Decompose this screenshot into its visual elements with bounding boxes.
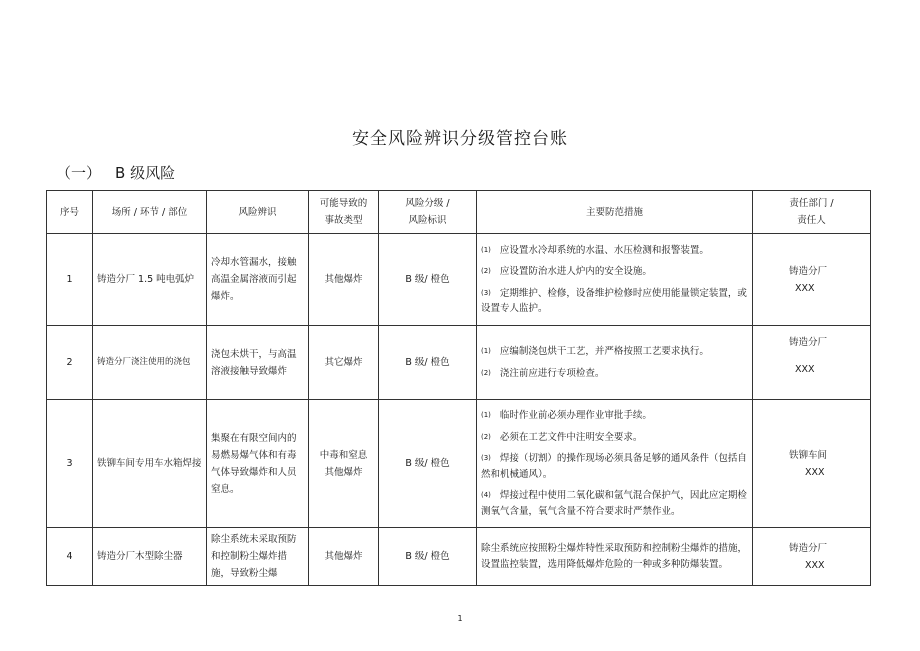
header-accident-line1: 可能导致的 xyxy=(319,198,368,209)
risk-ledger-table xyxy=(46,190,871,586)
row-accident-line2: 其他爆炸 xyxy=(324,466,363,478)
measure-item: (1) 应设置水冷却系统的水温、水压检测和报警装置。 xyxy=(481,244,709,256)
header-responsible xyxy=(753,191,871,234)
measure-item: (2) 应设置防治水进人炉内的安全设施。 xyxy=(481,266,652,277)
measure-item: (2) 必须在工艺文件中注明安全要求。 xyxy=(481,431,643,443)
row-responsible xyxy=(753,400,871,528)
row-accident: 其他爆炸 xyxy=(309,234,379,326)
row-no: 2 xyxy=(47,326,93,400)
table-header-row xyxy=(47,191,871,234)
row-level: B 级/ 橙色 xyxy=(379,234,477,326)
measure-item: (2) 浇注前应进行专项检查。 xyxy=(481,367,605,379)
table-row xyxy=(47,400,871,528)
header-level-line1: 风险分级 / xyxy=(405,198,450,209)
row-measures xyxy=(477,400,757,528)
measure-item: (3) 定期维护、检修，设备维护检修时应使用能量锁定装置，或设置专人监护。 xyxy=(481,287,747,314)
section-heading xyxy=(56,162,175,183)
section-number: （一） xyxy=(56,164,102,182)
section-label: B 级风险 xyxy=(115,164,176,182)
measure-item: (4) 焊接过程中使用二氧化碳和氩气混合保护气，因此应定期检测氧气含量，氧气含量不符合要求时严禁作业。 xyxy=(481,490,747,517)
row-accident-line1: 中毒和窒息 xyxy=(319,449,368,461)
row-dept: 铸造分厂 xyxy=(789,265,828,277)
row-person: XXX xyxy=(795,364,815,375)
row-no: 3 xyxy=(47,400,93,528)
table-row xyxy=(47,234,871,326)
row-measures xyxy=(477,326,753,400)
row-responsible xyxy=(753,326,871,400)
row-person: XXX xyxy=(795,282,815,294)
row-accident xyxy=(309,400,379,528)
row-level: B 级/ 橙色 xyxy=(379,528,477,586)
row-person: XXX xyxy=(805,559,825,571)
document-title: 安全风险辨识分级管控台账 xyxy=(352,129,568,149)
row-place: 铸造分厂浇注使用的浇包 xyxy=(93,326,207,400)
measure-item: (3) 焊接（切割）的操作现场必须具备足够的通风条件（包括自 然和机械通风）。 xyxy=(481,453,757,480)
measure-item: (1) 应编制浇包烘干工艺，并严格按照工艺要求执行。 xyxy=(481,346,709,357)
row-measures xyxy=(477,528,753,586)
page-number: 1 xyxy=(457,614,463,623)
header-measures: 主要防范措施 xyxy=(477,191,753,234)
table-row xyxy=(47,528,871,586)
header-resp-line1: 责任部门 / xyxy=(789,198,834,209)
measure-item: (1) 临时作业前必须办理作业审批手续。 xyxy=(481,410,652,421)
row-risk: 集聚在有限空间内的易燃易爆气体和有毒气体导致爆炸和人员窒息。 xyxy=(207,400,309,528)
header-level-line2: 风险标识 xyxy=(408,215,447,226)
header-accident xyxy=(309,191,379,234)
row-accident: 其它爆炸 xyxy=(309,326,379,400)
row-level: B 级/ 橙色 xyxy=(379,326,477,400)
row-dept: 铸造分厂 xyxy=(789,542,828,554)
row-no: 1 xyxy=(47,234,93,326)
row-level: B 级/ 橙色 xyxy=(379,400,477,528)
row-accident: 其他爆炸 xyxy=(309,528,379,586)
row-measures xyxy=(477,234,753,326)
header-risk: 风险辨识 xyxy=(207,191,309,234)
row-risk: 冷却水管漏水，接触高温金属溶液而引起爆炸。 xyxy=(207,234,309,326)
row-place: 铸造分厂 1.5 吨电弧炉 xyxy=(93,234,207,326)
measure-item: 除尘系统应按照粉尘爆炸特性采取预防和控制粉尘爆炸的措施，设置监控装置，选用降低爆炸危险的一种或多种防爆装置。 xyxy=(481,543,748,570)
row-place: 铁铆车间专用车水箱焊接 xyxy=(93,400,207,528)
row-dept: 铸造分厂 xyxy=(789,337,828,348)
header-level xyxy=(379,191,477,234)
header-accident-line2: 事故类型 xyxy=(324,215,363,226)
row-place: 铸造分厂木型除尘器 xyxy=(93,528,207,586)
header-no: 序号 xyxy=(47,191,93,234)
header-place: 场所 / 环节 / 部位 xyxy=(93,191,207,234)
row-no: 4 xyxy=(47,528,93,586)
row-responsible xyxy=(753,234,871,326)
table-row xyxy=(47,326,871,400)
row-risk: 浇包未烘干，与高温溶液接触导致爆炸 xyxy=(207,326,309,400)
row-dept: 铁铆车间 xyxy=(789,449,828,461)
row-risk: 除尘系统未采取预防和控制粉尘爆炸措施，导致粉尘爆 xyxy=(207,528,309,586)
header-resp-line2: 责任人 xyxy=(797,215,826,226)
row-responsible xyxy=(753,528,871,586)
row-person: XXX xyxy=(805,466,825,478)
